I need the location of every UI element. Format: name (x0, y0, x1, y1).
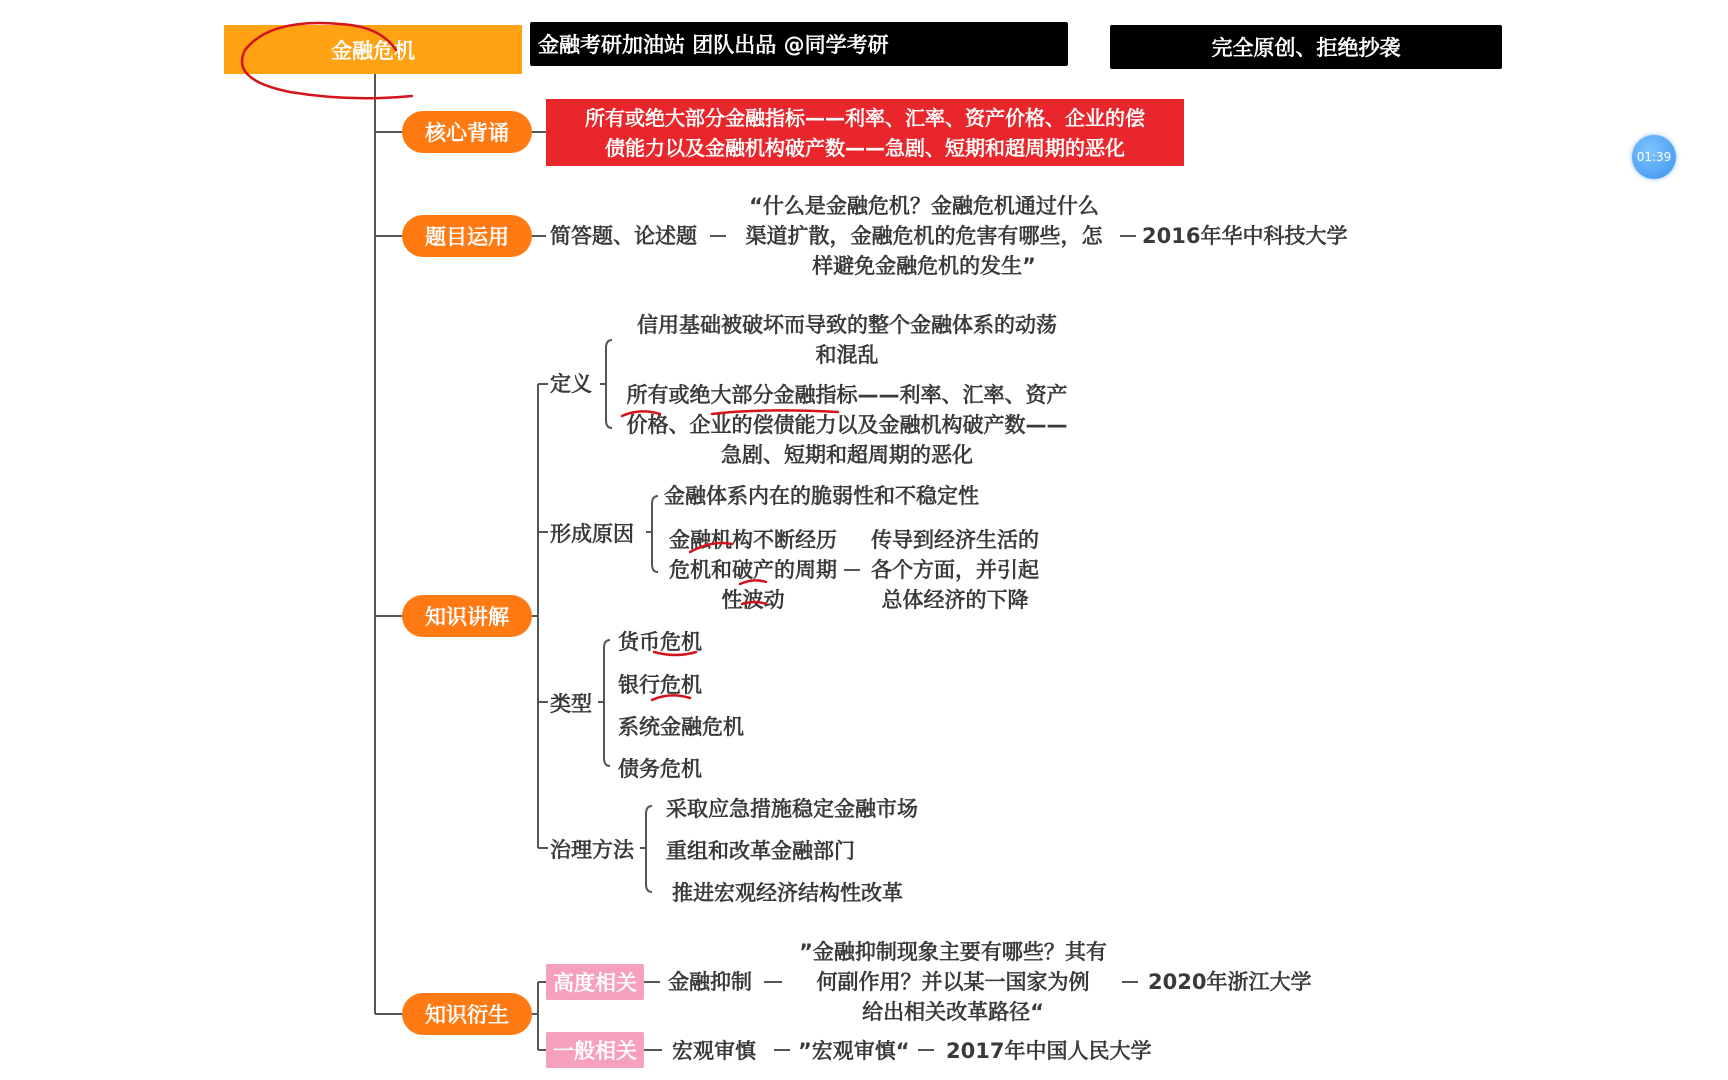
high-source: 2020年浙江大学 (1148, 970, 1312, 994)
underline-annotation (740, 580, 766, 584)
definition-label: 定义 (550, 372, 592, 396)
original-banner: 完全原创、拒绝抄袭 (1110, 25, 1502, 69)
type-item: 银行危机 (618, 673, 702, 697)
causes-item-1: 金融体系内在的脆弱性和不稳定性 (664, 484, 979, 508)
root-node[interactable]: 金融危机 (224, 25, 522, 74)
definition-item-2: 所有或绝大部分金融指标——利率、汇率、资产 价格、企业的偿债能力以及金融机构破产数—— 急剧、短期和超周期的恶化 (626, 383, 1068, 467)
core-definition-box: 所有或绝大部分金融指标——利率、汇率、资产价格、企业的偿 债能力以及金融机构破产数——急剧、短期和超周期的恶化 (546, 99, 1184, 166)
governance-item: 推进宏观经济结构性改革 (672, 881, 903, 905)
definition-item-1: 信用基础被破坏而导致的整个金融体系的动荡 和混乱 (637, 313, 1057, 367)
team-banner: 金融考研加油站 团队出品 @同学考研 (530, 22, 1068, 66)
high-question: ”金融抑制现象主要有哪些？其有 何副作用？并以某一国家为例 给出相关改革路径“ (799, 940, 1107, 1024)
usage-type: 简答题、论述题 (550, 224, 697, 248)
branch-derived[interactable]: 知识衍生 (402, 993, 532, 1035)
tag-high-related: 高度相关 (546, 964, 644, 1000)
high-topic: 金融抑制 (668, 970, 752, 994)
governance-label: 治理方法 (550, 838, 634, 862)
branch-knowledge[interactable]: 知识讲解 (402, 595, 532, 637)
underline-annotation (712, 410, 838, 414)
timer-badge[interactable]: 01:39 (1632, 135, 1676, 179)
general-source: 2017年中国人民大学 (946, 1039, 1152, 1063)
type-item: 债务危机 (618, 757, 702, 781)
underline-annotation (742, 602, 766, 604)
root-circle-annotation (242, 23, 412, 98)
usage-question: “什么是金融危机？金融危机通过什么 渠道扩散，金融危机的危害有哪些，怎 样避免金融危机的发生” (745, 194, 1103, 278)
causes-item-2-result: 传导到经济生活的 各个方面，并引起 总体经济的下降 (871, 528, 1039, 612)
underline-annotation (654, 652, 696, 655)
causes-item-2: 金融机构不断经历 危机和破产的周期 性波动 (669, 528, 837, 612)
governance-item: 采取应急措施稳定金融市场 (666, 797, 918, 821)
root-circle-tail-annotation (340, 24, 396, 50)
usage-source: 2016年华中科技大学 (1142, 224, 1348, 248)
branch-core[interactable]: 核心背诵 (402, 111, 532, 153)
tag-general-related: 一般相关 (546, 1032, 644, 1068)
types-label: 类型 (550, 692, 592, 716)
branch-usage[interactable]: 题目运用 (402, 215, 532, 257)
underline-annotation (690, 543, 732, 552)
type-item: 系统金融危机 (618, 715, 744, 739)
governance-item: 重组和改革金融部门 (666, 839, 855, 863)
underline-annotation (652, 695, 690, 700)
causes-label: 形成原因 (550, 522, 634, 546)
general-topic: 宏观审慎 (672, 1039, 756, 1063)
general-question: ”宏观审慎“ (798, 1039, 910, 1063)
underline-annotation (622, 411, 660, 416)
type-item: 货币危机 (618, 630, 702, 654)
